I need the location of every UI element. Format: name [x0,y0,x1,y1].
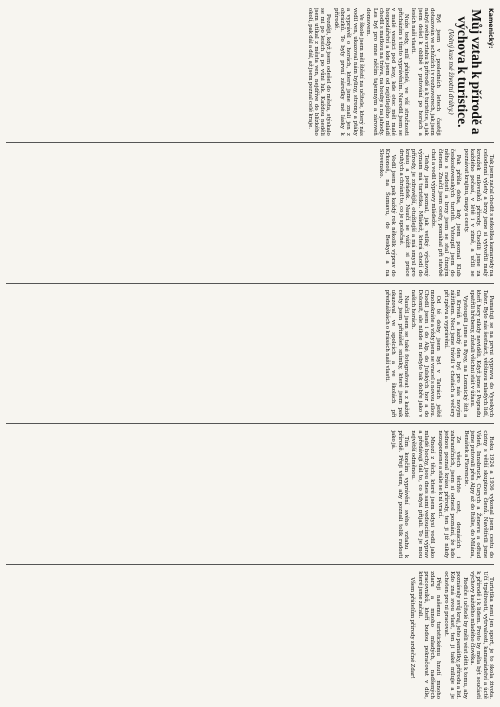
article-column-1 [6,8,494,136]
article-column-2 [6,149,494,277]
author-kicker: Kamenický: [487,8,494,49]
paragraph: Vystoupili jsme na Rysy, na Lomnický štít a na Kriváň a každý den byl pro nás novým zážitkem. Noci jsme trávili v chatách a večery při zpěvu a vyprávění. [442,289,468,418]
paragraph: Pak přišla doba, kdy jsem poznal Klub československých turistů. Vstoupil jsem do něho s radostí a brzy jsem se stal činným členem. Značil jsem cesty, pomáhal při stavbě chat a vodil výpravy mládeže. [430,148,462,277]
paragraph: Pamatuji se na první výpravu do Vysokých Tater. Bylo nás šestnáct, většinou mladých lidí, kteří hory nikdy neviděli. Když jsme z Popradu spatřili hřebeny, zůstali všichni stát v úžasu. [469,289,494,418]
paragraph: Tak jsem začal chodit s několika kamarády na celodenní výlety a brzy jsme si vytvořili malý kroužek milovníků přírody. Chodili jsme za každého počasí, v létě i v zimě, a učili se poznávat krajinu, mapy a cesty. [463,148,494,277]
article-column-5 [6,571,494,699]
article-column-3 [6,290,494,418]
paragraph: Tehdy jsem poznal, jak veliký výchovný význam má turistika. Mládež, která chodí do přírody, je zdravější, otužilejší a má smysl pro krásu a pořádek. Naučí se vážit si práce druhých a chránit to, co je společné. [397,148,429,277]
column-divider [6,564,494,565]
paragraph: Později, když jsem odešel do města, stýskalo se mi po lesích a po vůni luk. Každou neděli jsem utíkal z města ven, nejdříve do blízkého okolí, pak dál a dál, až jsem poznal celé kraje. [306,8,332,136]
paragraph: Všem přátelům přírody srdečné Zdar! [409,577,416,679]
column-divider [6,283,494,284]
paragraph: Turistika není jen sport, je to škola života. Učí trpělivosti, vytrvalosti, kamarádství a úctě k přírodě i k lidem. Proto by měla být součástí výchovy každého mladého člověka. [469,571,494,699]
paragraph: Ze všech těchto cest, domácích i zahraničních, jsem si odnesl poznání, že kdo jednou poznal krásu přírody, ten ji již nikdy nezapomene a stále se k ní vrací. [436,430,462,559]
article-column-4 [6,430,494,558]
column-divider [6,423,494,424]
paragraph: Naučil jsem se také fotografovat a z každé cesty jsem přinášel snímky, které jsem pak ukazoval ve spolcích a ve školách při přednáškách o krásách naší vlasti. [384,289,409,418]
paragraph: Rodiče i učitelé by měli vést děti k tomu, aby poznávaly svůj kraj, jeho památky, přírodu a lid. Kdo zná svou vlast, ten ji také miluje a je ochoten pro ni pracovat. [442,571,468,699]
paragraph: Mnozí z těch, které jsem kdysi vodil jako mladé hochy, jsou dnes sami vedoucími výprav a předávají dál to, co kdysi přijali. To je mou největší odměnou. [410,430,436,559]
paragraph: Byl jsem v posledních letech častěji dotazován ve schůzích i v rozhovorech, jak jsem nabyl svého vztahu k přírodě a k turistice, a jak jsem došel k oblibě v putování po horách a lesích naší vlasti. [410,8,442,136]
paragraph: Ve škole jsem měl štěstí na učitele, který nás vodil ven, ukazoval nám byliny, stromy a ptáky a vyprávěl o horách, které jsme znali jen z obrázků. To byly první zárodky mé lásky k přírodě. [332,8,364,136]
article-columns [6,8,494,699]
article-subhead: (Volný kus mé životní dráhy.) [446,29,454,115]
article-headline: Můj vztah k přírodě a výchova k turistice. [454,9,484,135]
paragraph: Roku 1924 a 1936 vykonal jsem cestu do ciziny s větší skupinou členů. Navštívili jsme Vídeň, Innsbruck, Curych a Ženevu a odtud jsme putovali přes Alpy až do Itálie, do Milána, Benátek a Florencie. [463,430,494,559]
paragraph: Přeji našemu turistickému hnutí mnoho zdaru a mnoho mladých, nadšených pracovníků, kteří budou pokračovat v díle, které jsme začali. [416,571,442,699]
paragraph: Tím končím vyprávění svého vztahu k přírodě. Přeji všem, aby poznali tolik radosti jako já. [390,430,409,559]
paragraph: Od té doby jsem byl v Tatrách ještě mnohokráte a vždy jsem se vracel s novou silou. Chodil jsem i do Alp, do Julských hor a do Dolomit, ale nikde mi nebylo tak dobře jako v našich horách. [410,289,442,418]
paragraph: Nuže tedy, milí přátelé, ve vší stručnosti přicházím s tímto vyprávěním. Narodil jsem se v malé vesnici pod lesy, kde otec měl malé hospodářství a kde jsem od nejútlejšího mládí chodil s matkou na trávu, na houby a na jahody. Les byl pro mne něčím tajemným a zároveň domovem. [365,8,409,136]
column-divider [6,142,494,143]
paragraph: Vodil jsem pak každý rok několik výprav do Krkonoš, na Šumavu, do Beskyd a na Slovensko. [377,148,397,277]
